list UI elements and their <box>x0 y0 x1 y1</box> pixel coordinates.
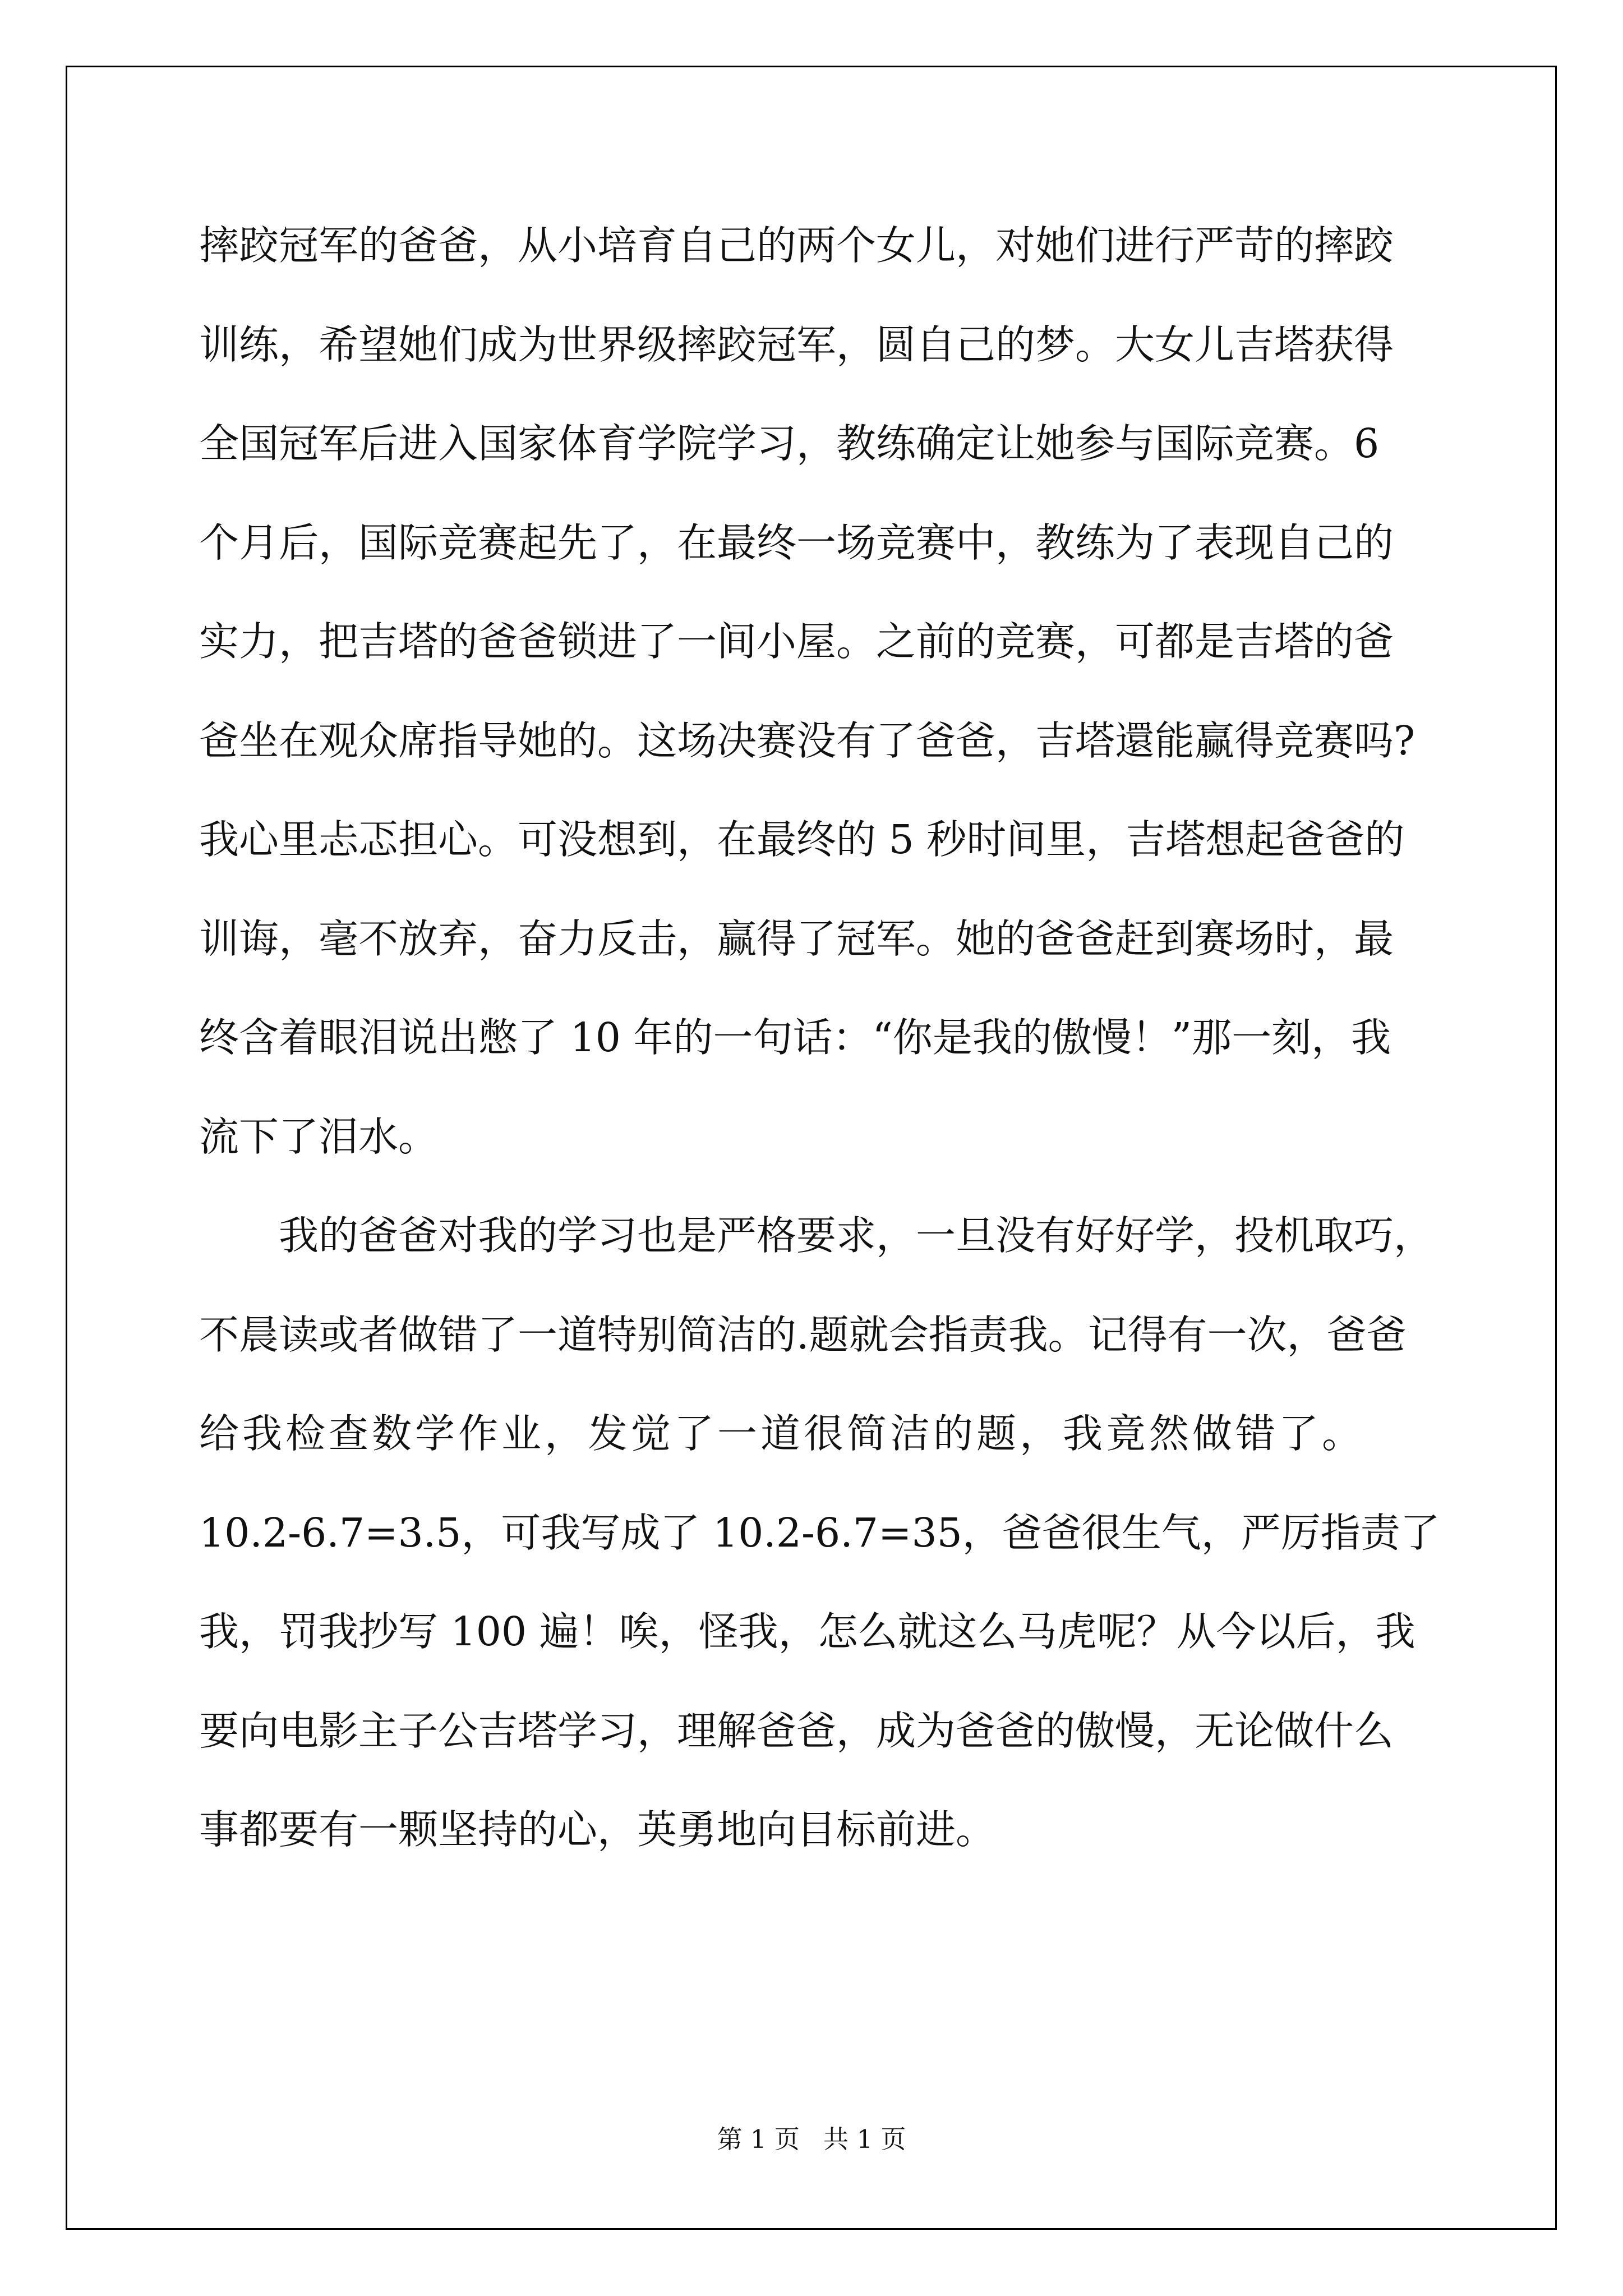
text-line: 给我检查数学作业，发觉了一道很简洁的题，我竟然做错了。 <box>199 1410 1366 1457</box>
text-line: 全国冠军后进入国家体育学院学习，教练确定让她参与国际竞赛。6 <box>199 420 1380 467</box>
text-line: 不晨读或者做错了一道特别简洁的.题就会指责我。记得有一次，爸爸 <box>199 1311 1407 1358</box>
document-body <box>199 196 1440 1880</box>
paragraph-2 <box>199 1186 1440 1880</box>
text-line: 实力，把吉塔的爸爸锁进了一间小屋。之前的竞赛，可都是吉塔的爸 <box>199 618 1394 665</box>
text-line: 事都要有一颗坚持的心，英勇地向目标前进。 <box>199 1806 996 1853</box>
text-line: 个月后，国际竞赛起先了，在最终一场竞赛中，教练为了表现自己的 <box>199 519 1394 566</box>
text-line: 要向电影主子公吉塔学习，理解爸爸，成为爸爸的傲慢，无论做什么 <box>199 1707 1394 1754</box>
text-line: 流下了泪水。 <box>199 1113 439 1160</box>
page-number-total: 共 1 页 <box>823 2124 906 2154</box>
paragraph-1 <box>199 196 1422 1186</box>
text-line: 摔跤冠军的爸爸，从小培育自己的两个女儿，对她们进行严苛的摔跤 <box>199 222 1394 269</box>
text-line: 我心里忐忑担心。可没想到，在最终的 5 秒时间里，吉塔想起爸爸的 <box>199 816 1405 863</box>
page-footer <box>0 2119 1623 2155</box>
text-line: 训诲，毫不放弃，奋力反击，赢得了冠军。她的爸爸赶到赛场时，最 <box>199 915 1394 962</box>
text-line: 爸坐在观众席指导她的。这场决赛没有了爸爸，吉塔還能赢得竞赛吗? <box>199 717 1415 764</box>
text-line: 终含着眼泪说出憋了 10 年的一句话：“你是我的傲慢！”那一刻，我 <box>199 1014 1391 1061</box>
text-line: 10.2-6.7=3.5，可我写成了 10.2-6.7=35，爸爸很生气，严厉指责了 <box>199 1509 1440 1556</box>
text-line: 我，罚我抄写 100 遍！唉，怪我，怎么就这么马虎呢？从今以后，我 <box>199 1608 1415 1655</box>
page-number-current: 第 1 页 <box>717 2124 800 2154</box>
text-line: 训练，希望她们成为世界级摔跤冠军，圆自己的梦。大女儿吉塔获得 <box>199 321 1394 368</box>
text-line: 我的爸爸对我的学习也是严格要求，一旦没有好好学，投机取巧， <box>279 1212 1434 1259</box>
